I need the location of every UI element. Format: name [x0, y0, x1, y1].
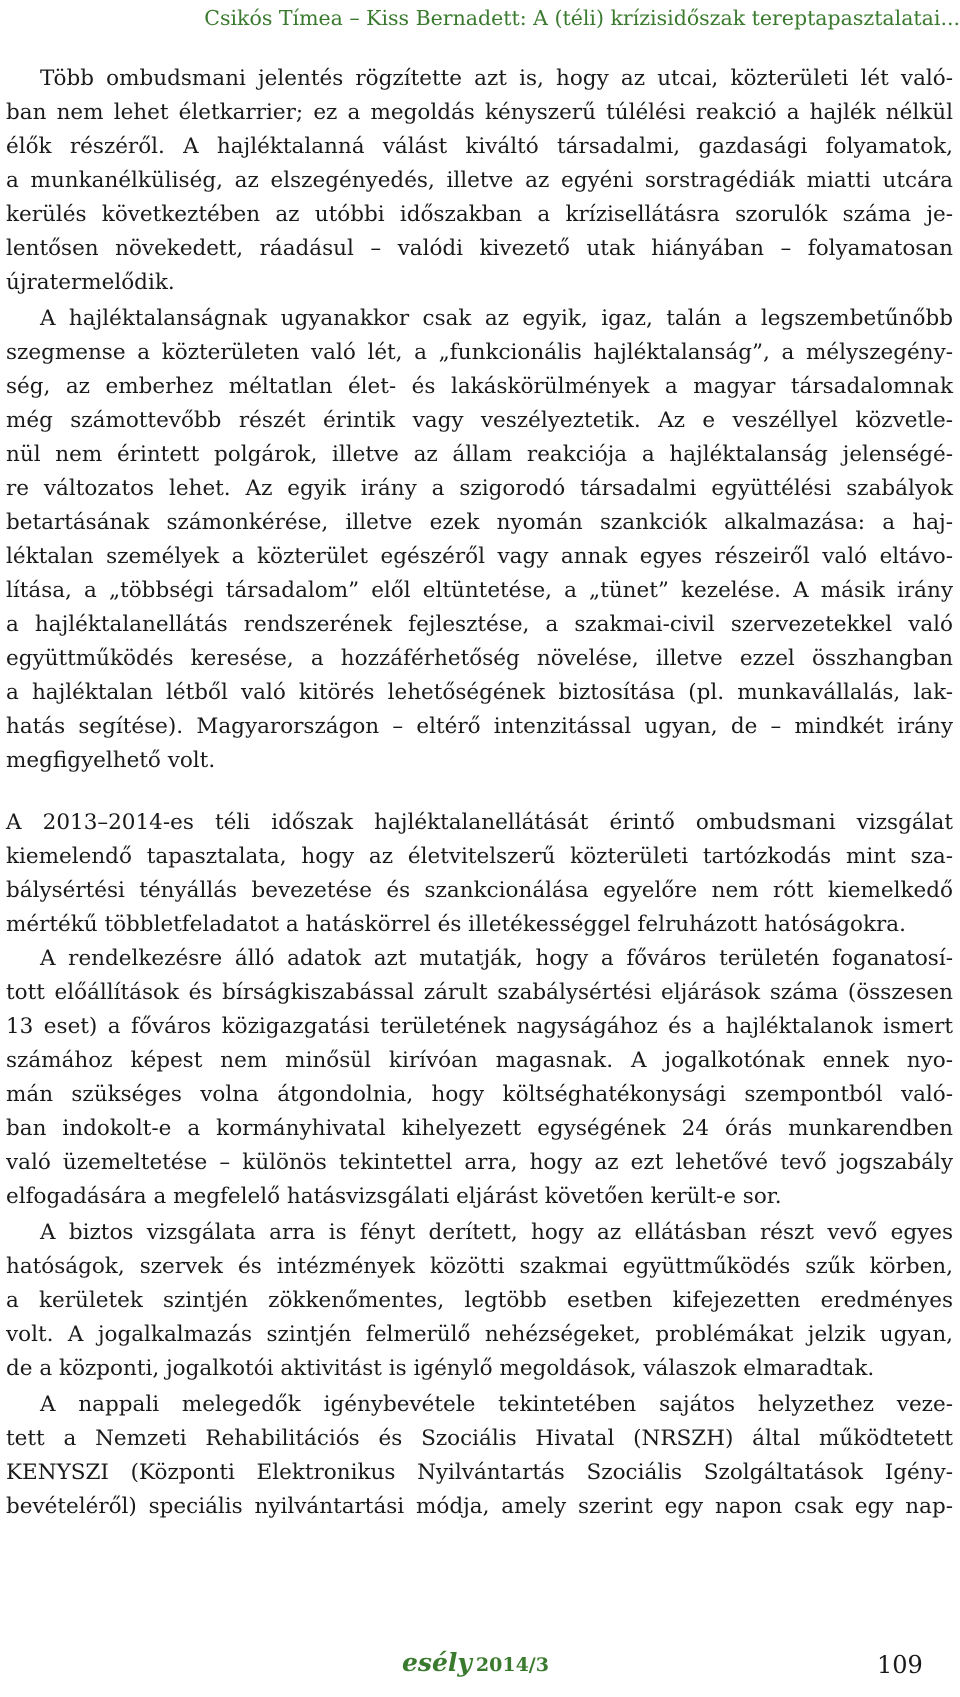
text-line: re változatos lehet. Az egyik irány a szigorodó társadalmi együttélési szabályok	[6, 476, 953, 501]
text-line: volt. A jogalkalmazás szintjén felmerülő nehézségeket, problémákat jelzik ugyan,	[6, 1322, 953, 1347]
text-line: Több ombudsmani jelentés rögzítette azt is, hogy az utcai, közterületi lét való-	[40, 66, 953, 91]
text-line: ség, az emberhez méltatlan élet- és lakáskörülmények a magyar társadalomnak	[6, 374, 953, 399]
journal-issue: 2014/3	[475, 1654, 549, 1676]
text-line: betartásának számonkérése, illetve ezek nyomán szankciók alkalmazása: a haj-	[6, 510, 953, 535]
text-line: még számottevőbb részét érintik vagy veszélyeztetik. Az e veszéllyel közvetle-	[6, 408, 953, 433]
text-line: A 2013–2014-es téli időszak hajléktalanellátását érintő ombudsmani vizsgálat	[6, 810, 953, 835]
journal-footer	[402, 1648, 549, 1677]
text-line: hatás segítése). Magyarországon – eltérő intenzitással ugyan, de – mindkét irány	[6, 714, 953, 739]
journal-brand: esély	[402, 1648, 472, 1677]
text-line: léktalan személyek a közterület egészéről vagy annak egyes részeiről való eltávo-	[6, 544, 953, 569]
text-line: de a központi, jogalkotói aktivitást is igénylő megoldások, válaszok elmaradtak.	[6, 1356, 875, 1381]
text-line: ban indokolt-e a kormányhivatal kihelyezett egységének 24 órás munkarendben	[6, 1116, 953, 1141]
text-line: KENYSZI (Központi Elektronikus Nyilvántartás Szociális Szolgáltatások Igény-	[6, 1460, 953, 1485]
text-line: lítása, a „többségi társadalom” elől eltüntetése, a „tünet” kezelése. A másik irány	[6, 578, 953, 603]
text-line: együttműködés keresése, a hozzáférhetőség növelése, illetve ezzel összhangban	[6, 646, 953, 671]
text-line: szegmense a közterületen való lét, a „funkcionális hajléktalanság”, a mélyszegény-	[6, 340, 953, 365]
text-line: hatóságok, szervek és intézmények közötti szakmai együttműködés szűk körben,	[6, 1254, 953, 1279]
text-line: tott előállítások és bírságkiszabással zárult szabálysértési eljárások száma (összesen	[6, 980, 953, 1005]
text-line: a hajléktalanellátás rendszerének fejlesztése, a szakmai-civil szervezetekkel való	[6, 612, 953, 637]
text-line: élők részéről. A hajléktalanná válást kiváltó társadalmi, gazdasági folyamatok,	[6, 134, 953, 159]
page-number: 109	[877, 1651, 923, 1679]
text-line: bevételéről) speciális nyilvántartási módja, amely szerint egy napon csak egy nap-	[6, 1494, 953, 1519]
text-line: a hajléktalan létből való kitörés lehetőségének biztosítása (pl. munkavállalás, lak-	[6, 680, 953, 705]
text-line: mán szükséges volna átgondolnia, hogy költséghatékonysági szempontból való-	[6, 1082, 953, 1107]
text-line: A nappali melegedők igénybevétele tekintetében sajátos helyzethez veze-	[40, 1392, 953, 1417]
text-line: 13 eset) a főváros közigazgatási területének nagyságához és a hajléktalanok ismert	[6, 1014, 953, 1039]
text-line: nül nem érintett polgárok, illetve az állam reakciója a hajléktalanság jelenségé-	[6, 442, 953, 467]
text-line: tett a Nemzeti Rehabilitációs és Szociális Hivatal (NRSZH) által működtetett	[6, 1426, 953, 1451]
text-line: A hajléktalanságnak ugyanakkor csak az egyik, igaz, talán a legszembetűnőbb	[40, 306, 953, 331]
text-line: való üzemeltetése – különös tekintettel arra, hogy az ezt lehetővé tevő jogszabály	[6, 1150, 953, 1175]
text-line: elfogadására a megfelelő hatásvizsgálati eljárást követően került-e sor.	[6, 1184, 782, 1209]
text-line: A biztos vizsgálata arra is fényt derített, hogy az ellátásban részt vevő egyes	[40, 1220, 953, 1245]
text-line: kerülés következtében az utóbbi időszakban a krízisellátásra szorulók száma je-	[6, 202, 953, 227]
text-line: a munkanélküliség, az elszegényedés, illetve az egyéni sorstragédiák miatti utcára	[6, 168, 953, 193]
text-line: mértékű többletfeladatot a hatáskörrel és illetékességgel felruházott hatóságokra.	[6, 912, 906, 937]
text-line: megfigyelhető volt.	[6, 748, 216, 773]
text-line: újratermelődik.	[6, 270, 175, 295]
text-line: számához képest nem minősül kirívóan magasnak. A jogalkotónak ennek nyo-	[6, 1048, 953, 1073]
text-line: bálysértési tényállás bevezetése és szankcionálása egyelőre nem rótt kiemelkedő	[6, 878, 953, 903]
text-line: kiemelendő tapasztalata, hogy az életvitelszerű közterületi tartózkodás mint sza-	[6, 844, 953, 869]
running-header: Csikós Tímea – Kiss Bernadett: A (téli) krízisidőszak tereptapasztalatai...	[204, 6, 960, 30]
text-line: ban nem lehet életkarrier; ez a megoldás kényszerű túlélési reakció a hajlék nélkül	[6, 100, 953, 125]
text-line: A rendelkezésre álló adatok azt mutatják, hogy a főváros területén foganatosí-	[40, 946, 953, 971]
text-line: a kerületek szintjén zökkenőmentes, legtöbb esetben kifejezetten eredményes	[6, 1288, 953, 1313]
text-line: lentősen növekedett, ráadásul – valódi kivezető utak hiányában – folyamatosan	[6, 236, 953, 261]
